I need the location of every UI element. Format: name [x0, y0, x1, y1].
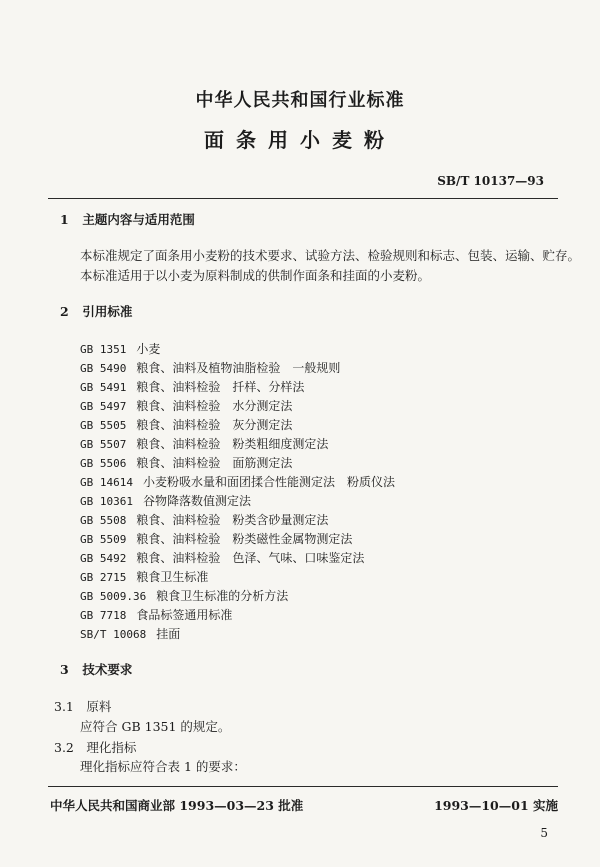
section-3-heading — [60, 660, 132, 678]
reference-title: 粮食、油料检验 面筋测定法 — [136, 456, 293, 470]
reference-item — [80, 454, 395, 473]
page-number: 5 — [540, 826, 548, 840]
standard-issuer: 中华人民共和国行业标准 — [195, 90, 405, 111]
header-divider — [48, 198, 558, 199]
subsection-3-2-heading — [54, 738, 136, 756]
subsection-3-1-heading — [54, 697, 111, 715]
section-number: 2 — [60, 304, 69, 319]
reference-item — [80, 568, 395, 587]
subsection-title: 原料 — [86, 699, 112, 714]
reference-code: GB 2715 — [80, 571, 127, 584]
reference-item — [80, 625, 395, 644]
reference-title: 小麦粉吸水量和面团揉合性能测定法 粉质仪法 — [142, 475, 395, 489]
reference-code: GB 1351 — [80, 343, 127, 356]
reference-item — [80, 340, 395, 359]
reference-title: 挂面 — [156, 627, 181, 641]
reference-title: 小麦 — [136, 342, 161, 356]
scope-paragraph-1: 本标准规定了面条用小麦粉的技术要求、试验方法、检验规则和标志、包装、运输、贮存。 — [80, 248, 581, 263]
section-number: 3 — [60, 662, 69, 677]
standard-code: SB/T 10137—93 — [437, 174, 544, 188]
reference-item — [80, 473, 395, 492]
reference-title: 食品标签通用标准 — [136, 608, 233, 622]
reference-code: GB 5497 — [80, 400, 127, 413]
reference-code: GB 14614 — [80, 476, 133, 489]
reference-item — [80, 397, 395, 416]
section-1-heading — [60, 210, 195, 228]
reference-code: GB 10361 — [80, 495, 133, 508]
reference-code: GB 7718 — [80, 609, 127, 622]
section-title: 引用标准 — [82, 304, 133, 319]
section-2-heading — [60, 302, 132, 320]
reference-code: GB 5009.36 — [80, 590, 147, 603]
reference-item — [80, 587, 395, 606]
section-number: 1 — [60, 212, 69, 227]
reference-item — [80, 511, 395, 530]
reference-item — [80, 492, 395, 511]
footer-divider — [48, 786, 558, 787]
reference-item — [80, 359, 395, 378]
reference-title: 粮食、油料检验 粉类含砂量测定法 — [136, 513, 329, 527]
reference-code: GB 5505 — [80, 419, 127, 432]
subsection-3-2-text: 理化指标应符合表 1 的要求： — [80, 759, 246, 774]
subsection-3-1-text: 应符合 GB 1351 的规定。 — [80, 719, 231, 734]
implementation-date: 1993—10—01 实施 — [434, 798, 558, 813]
reference-code: GB 5492 — [80, 552, 127, 565]
reference-item — [80, 549, 395, 568]
subsection-number: 3.1 — [54, 699, 74, 714]
reference-item — [80, 435, 395, 454]
subsection-number: 3.2 — [54, 740, 74, 755]
section-title: 主题内容与适用范围 — [82, 212, 195, 227]
reference-item — [80, 606, 395, 625]
reference-code: GB 5508 — [80, 514, 127, 527]
reference-title: 粮食卫生标准 — [136, 570, 209, 584]
reference-code: GB 5491 — [80, 381, 127, 394]
reference-item — [80, 378, 395, 397]
reference-code: GB 5490 — [80, 362, 127, 375]
reference-title: 粮食、油料检验 粉类磁性金属物测定法 — [136, 532, 353, 546]
reference-code: GB 5506 — [80, 457, 127, 470]
reference-title: 粮食卫生标准的分析方法 — [156, 589, 289, 603]
reference-item — [80, 416, 395, 435]
reference-title: 粮食、油料检验 色泽、气味、口味鉴定法 — [136, 551, 365, 565]
reference-code: SB/T 10068 — [80, 628, 147, 641]
reference-item — [80, 530, 395, 549]
reference-title: 粮食、油料检验 水分测定法 — [136, 399, 293, 413]
reference-code: GB 5507 — [80, 438, 127, 451]
section-title: 技术要求 — [82, 662, 133, 677]
scope-paragraph-2: 本标准适用于以小麦为原料制成的供制作面条和挂面的小麦粉。 — [80, 268, 431, 283]
approval-line: 中华人民共和国商业部 1993—03—23 批准 — [50, 798, 304, 813]
reference-title: 粮食、油料及植物油脂检验 一般规则 — [136, 361, 341, 375]
reference-title: 粮食、油料检验 扦样、分样法 — [136, 380, 305, 394]
reference-title: 粮食、油料检验 粉类粗细度测定法 — [136, 437, 329, 451]
subsection-title: 理化指标 — [86, 740, 137, 755]
reference-list — [80, 340, 395, 644]
reference-title: 谷物降落数值测定法 — [142, 494, 251, 508]
document-title: 面条用小麦粉 — [204, 128, 396, 152]
reference-title: 粮食、油料检验 灰分测定法 — [136, 418, 293, 432]
reference-code: GB 5509 — [80, 533, 127, 546]
